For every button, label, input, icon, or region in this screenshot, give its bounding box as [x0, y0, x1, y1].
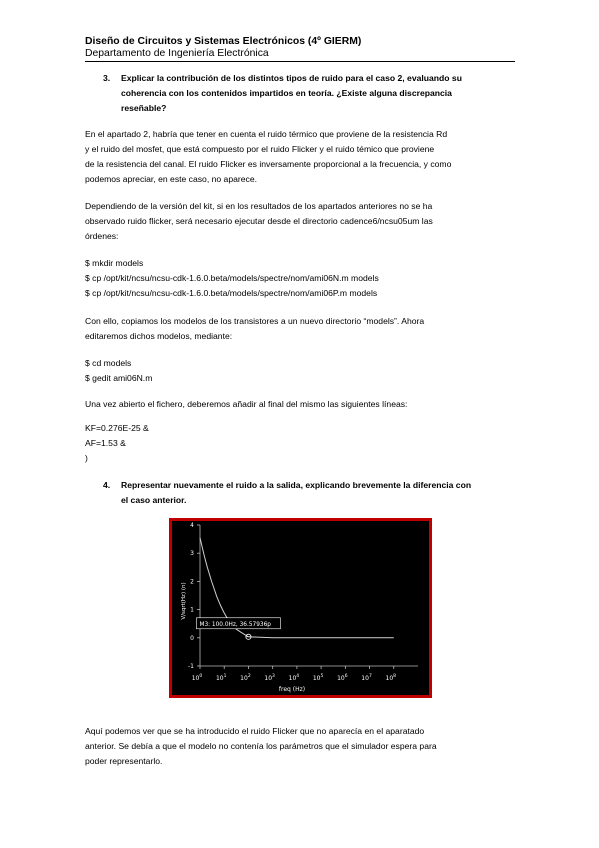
x-tick-label: $10^7$ [361, 674, 372, 682]
text-line: Aquí podemos ver que se ha introducido el ruido Flicker que no aparecía en el aparatado [85, 726, 425, 736]
noise-plot-frame [169, 518, 432, 698]
command-line: $ cd models [85, 358, 132, 368]
command-line: $ cp /opt/kit/ncsu/ncsu-cdk-1.6.0.beta/models/spectre/nom/ami06N.m models [85, 273, 379, 283]
y-tick-label: 3 [190, 550, 194, 558]
paragraph-kit-version [85, 199, 515, 244]
paragraph-conclusion [85, 724, 515, 769]
noise-plot-area [172, 521, 429, 695]
text-line: Con ello, copiamos los modelos de los transistores a un nuevo directorio “models”. Ahora [85, 316, 425, 326]
text-line: Una vez abierto el fichero, deberemos añadir al final del mismo las siguientes líneas: [85, 399, 408, 409]
code-line: AF=1.53 & [85, 438, 126, 448]
header-rule [85, 61, 515, 62]
command-line: $ cp /opt/kit/ncsu/ncsu-cdk-1.6.0.beta/models/spectre/nom/ami06P.m models [85, 288, 378, 298]
question-3-line: Explicar la contribución de los distintos tipos de ruido para el caso 2, evaluando su [121, 73, 462, 83]
code-block-model-params [85, 421, 515, 466]
paragraph-add-lines [85, 397, 515, 412]
document-header [85, 36, 515, 60]
x-tick-label: $10^0$ [191, 674, 203, 682]
paragraph-copy-explanation [85, 314, 515, 344]
text-line: de la resistencia del canal. El ruido Flicker es inversamente proporcional a la frecuencia, y como [85, 159, 452, 169]
x-tick-label: $10^3$ [264, 674, 275, 682]
x-tick-label: $10^4$ [288, 674, 300, 682]
command-block-copy-models [85, 256, 515, 301]
code-line: ) [85, 453, 88, 463]
x-axis-label: freq (Hz) [278, 686, 306, 693]
text-line: observado ruido flicker, será necesario ejecutar desde el directorio cadence6/ncsu05um las [85, 216, 433, 226]
text-line: anterior. Se debía a que el modelo no contenía los parámetros que el simulador espera para [85, 741, 437, 751]
question-3-text [121, 71, 531, 116]
command-block-edit-model [85, 356, 515, 386]
y-tick-label: 2 [190, 578, 194, 586]
x-tick-label: $10^8$ [385, 674, 397, 682]
x-tick-label: $10^5$ [312, 674, 324, 682]
y-axis-label: V/sqrt(Hz) (n) [181, 582, 187, 620]
text-line: En el apartado 2, habría que tener en cuenta el ruido térmico que proviene de la resistencia Rd [85, 129, 448, 139]
question-3-line: coherencia con los contenidos impartidos en teoría. ¿Existe alguna discrepancia [121, 88, 452, 98]
x-tick-label: $10^1$ [215, 674, 227, 682]
text-line: poder representarlo. [85, 756, 163, 766]
y-tick-label: -1 [188, 663, 194, 670]
command-line: $ gedit ami06N.m [85, 373, 153, 383]
x-tick-label: $10^6$ [337, 674, 348, 682]
question-4-text [121, 478, 531, 508]
text-line: Dependiendo de la versión del kit, si en los resultados de los apartados anteriores no se ha [85, 201, 433, 211]
text-line: editaremos dichos modelos, mediante: [85, 331, 233, 341]
marker-label: M3: 100.0Hz, 36.57936p [199, 621, 271, 628]
paragraph-noise-analysis [85, 127, 515, 187]
x-tick-label: $10^2$ [240, 674, 251, 682]
y-tick-label: 0 [190, 634, 194, 642]
text-line: podemos apreciar, en este caso, no aparece. [85, 174, 257, 184]
question-3-line: reseñable? [121, 103, 167, 113]
y-tick-label: 1 [190, 606, 194, 614]
y-tick-label: 4 [190, 522, 194, 529]
question-3-number: 3. [103, 73, 111, 83]
question-4-line: el caso anterior. [121, 495, 187, 505]
noise-plot [172, 521, 429, 695]
text-line: y el ruido del mosfet, que está compuesto por el ruido Flicker y el ruido témico que proviene [85, 144, 435, 154]
command-line: $ mkdir models [85, 258, 144, 268]
code-line: KF=0.276E-25 & [85, 423, 149, 433]
text-line: órdenes: [85, 231, 119, 241]
question-4-number: 4. [103, 480, 111, 490]
course-title: Diseño de Circuitos y Sistemas Electrónicos (4º GIERM) [85, 36, 362, 47]
department-name: Departamento de Ingeniería Electrónica [85, 48, 269, 59]
question-4-line: Representar nuevamente el ruido a la salida, explicando brevemente la diferencia con [121, 480, 472, 490]
